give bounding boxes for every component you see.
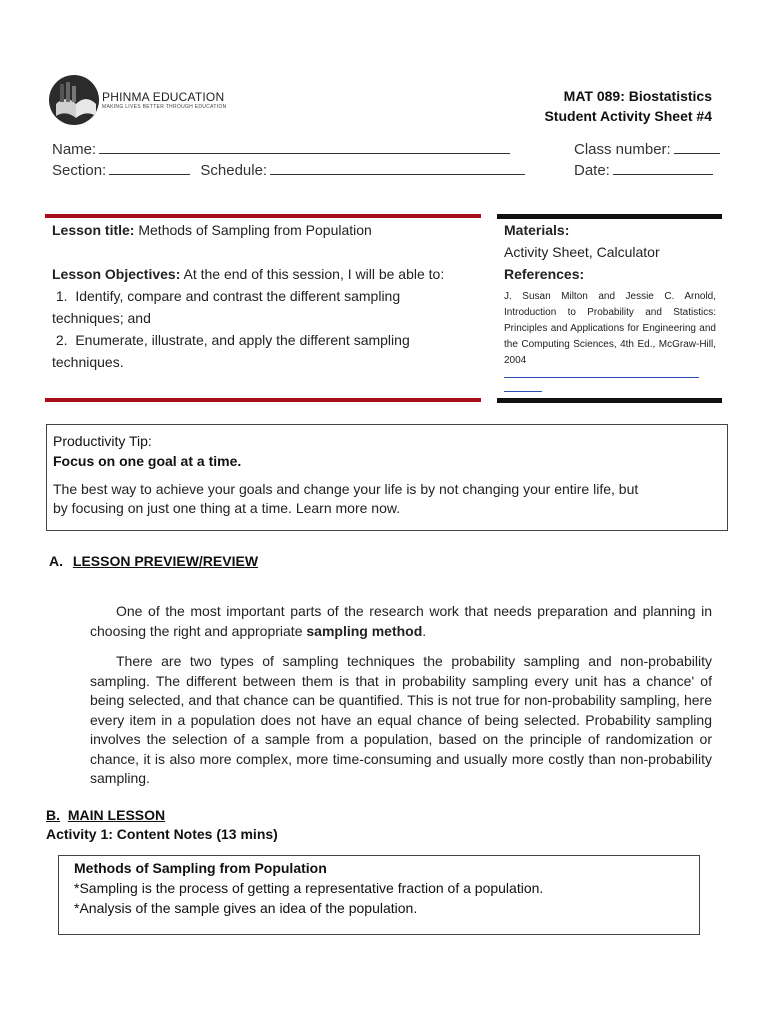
notes-line-1: *Sampling is the process of getting a representative fraction of a population. xyxy=(74,880,544,896)
tip-body: The best way to achieve your goals and change your life is by not changing your entire life, but by focusing on just one thing at a time. Learn more now. xyxy=(53,481,639,516)
reference-text: J. Susan Milton and Jessie C. Arnold, Introduction to Probability and Statistics: Principles and Applications for Engineering and the Computing Sciences, 4th Ed., McGraw-Hill, 2004 xyxy=(504,291,716,366)
content-notes xyxy=(74,858,543,918)
top-red-rule xyxy=(45,214,481,218)
section-a-heading: A. LESSON PREVIEW/REVIEW xyxy=(49,553,259,569)
materials-value: Activity Sheet, Calculator xyxy=(504,244,660,260)
materials-panel xyxy=(504,219,716,369)
lesson-title: Lesson title: Methods of Sampling from Population xyxy=(52,222,372,238)
objective-1b: techniques; and xyxy=(52,310,151,326)
course-title: MAT 089: Biostatistics xyxy=(563,88,712,104)
class-number-field[interactable] xyxy=(574,139,720,158)
name-label: Name: xyxy=(52,141,97,158)
objective-2a: 2. Enumerate, illustrate, and apply the different sampling xyxy=(52,332,410,348)
reference-link-line-2[interactable] xyxy=(504,391,542,392)
productivity-tip-box xyxy=(46,424,728,531)
logo-tagline: MAKING LIVES BETTER THROUGH EDUCATION xyxy=(102,104,227,110)
date-field[interactable] xyxy=(574,160,713,179)
bottom-black-rule xyxy=(497,398,722,403)
bottom-red-rule xyxy=(45,398,481,402)
activity-1-heading: Activity 1: Content Notes (13 mins) xyxy=(46,826,278,842)
date-label: Date: xyxy=(574,162,610,179)
schedule-line[interactable] xyxy=(270,160,525,175)
tip-label: Productivity Tip: xyxy=(53,433,152,449)
section-line[interactable] xyxy=(109,160,190,175)
notes-title: Methods of Sampling from Population xyxy=(74,860,327,876)
schedule-label: Schedule: xyxy=(200,162,268,179)
sheet-title: Student Activity Sheet #4 xyxy=(544,108,712,124)
preview-paragraph-2: There are two types of sampling techniques the probability sampling and non-probability sampling. The different between them is that in probability sampling every unit has a chance' of being selected, and that chance can be quantified. This is not true for non-probability sampling, here every item in a population does not have an equal chance of being selected. Probability sampling involves the selection of a sample from a population, based on the principle of randomization or chance, it is also more complex, more time-consuming and usually more costly than non-probability sampling. xyxy=(90,653,712,786)
date-line[interactable] xyxy=(613,160,713,175)
preview-paragraph-1: One of the most important parts of the research work that needs preparation and planning in choosing the right and appropriate sampling method. xyxy=(90,603,712,639)
references-label: References: xyxy=(504,266,585,282)
objective-1a: 1. Identify, compare and contrast the different sampling xyxy=(52,288,401,304)
section-label: Section: xyxy=(52,162,107,179)
tip-headline: Focus on one goal at a time. xyxy=(53,453,242,469)
name-line[interactable] xyxy=(99,139,510,154)
section-field[interactable] xyxy=(52,160,525,179)
section-b-heading: B. MAIN LESSON xyxy=(46,807,166,823)
logo-emblem-icon xyxy=(48,74,104,126)
content-notes-box xyxy=(58,855,700,935)
lesson-panel xyxy=(52,219,477,373)
notes-line-2: *Analysis of the sample gives an idea of the population. xyxy=(74,900,418,916)
logo-name: PHINMA EDUCATION xyxy=(102,90,225,104)
class-number-line[interactable] xyxy=(674,139,720,154)
lesson-objectives: Lesson Objectives: At the end of this session, I will be able to: xyxy=(52,266,445,282)
class-number-label: Class number: xyxy=(574,141,671,158)
reference-link-line-1[interactable] xyxy=(504,377,699,378)
objective-2b: techniques. xyxy=(52,354,124,370)
course-header xyxy=(544,86,712,126)
materials-label: Materials: xyxy=(504,222,570,238)
name-field[interactable] xyxy=(52,139,510,158)
